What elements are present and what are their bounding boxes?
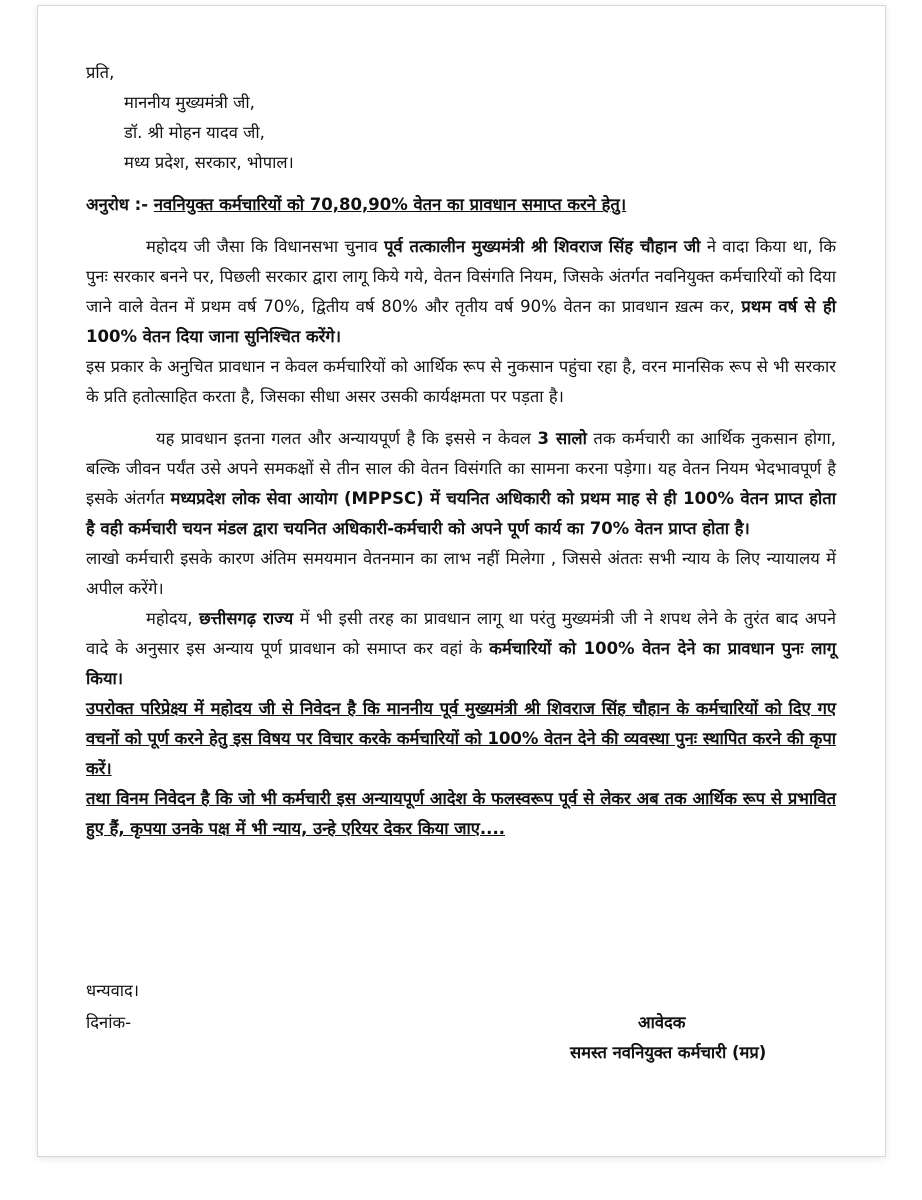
recipient-name: डॉ. श्री मोहन यादव जी, (124, 123, 265, 142)
p1-mid: ने वादा किया था, कि पुनः सरकार बनने पर, पिछली सरकार द्वारा लागू किये गये, वेतन विसंगति नियम, जिसके अंतर्गत नवनियुक्त कर्मचारियों को दिया जाने वाले वेतन में प्रथम वर्ष 70%, द्वितीय वर्ष 80% और तृतीय वर्ष 90% वेतन का प्रावधान ख़त्म कर, (86, 237, 836, 316)
signature-block (86, 1008, 836, 1062)
p5-bold-2: कर्मचारियों को 100% वेतन देने का प्रावधान पुनः लागू किया। (86, 639, 836, 688)
paragraph-1 (86, 232, 836, 352)
date-label: दिनांक- (86, 1013, 132, 1032)
p3-bold-2: मध्यप्रदेश लोक सेवा आयोग (MPPSC) में चयनित अधिकारी को प्रथम माह से ही 100% वेतन प्राप्त होता है वही कर्मचारी चयन मंडल द्वारा चयनित अधिकारी-कर्मचारी को अपने पूर्ण कार्य का 70% वेतन प्राप्त होता है। (86, 489, 836, 538)
paragraph-3 (86, 424, 836, 544)
letter-body (86, 58, 836, 844)
applicant-label: आवेदक (638, 1013, 686, 1032)
p5-mid: में भी इसी तरह का प्रावधान लागू था परंतु मुख्यमंत्री जी ने शपथ लेने के तुरंत बाद अपने वादे के अनुसार इस अन्याय पूर्ण प्रावधान को समाप्त कर वहां के (86, 609, 837, 658)
thanks-text: धन्यवाद। (86, 981, 140, 1000)
paragraph-2: इस प्रकार के अनुचित प्रावधान न केवल कर्मचारियों को आर्थिक रूप से नुकसान पहुंचा रहा है, वरन मानसिक रूप से भी सरकार के प्रति हतोत्साहित करता है, जिसका सीधा असर उसकी कार्यक्षमता पर पड़ता है। (86, 357, 836, 406)
subject-line (86, 190, 836, 220)
p3-bold-1: 3 सालो (537, 429, 587, 448)
signer-name: समस्त नवनियुक्त कर्मचारी (मप्र) (570, 1043, 767, 1062)
subject-text: नवनियुक्त कर्मचारियों को 70,80,90% वेतन का प्रावधान समाप्त करने हेतु। (153, 195, 627, 214)
subject-label: अनुरोध :- (86, 195, 154, 214)
p3-start: यह प्रावधान इतना गलत और अन्यायपूर्ण है कि इससे न केवल (156, 429, 538, 448)
paragraph-4: लाखो कर्मचारी इसके कारण अंतिम समयमान वेतनमान का लाभ नहीं मिलेगा , जिससे अंततः सभी न्याय के लिए न्यायालय में अपील करेंगे। (86, 549, 836, 598)
p1-start: महोदय जी जैसा कि विधानसभा चुनाव (146, 237, 385, 256)
recipient-title: माननीय मुख्यमंत्री जी, (124, 93, 255, 112)
paragraph-5 (86, 604, 836, 694)
paragraph-6-request: उपरोक्त परिप्रेक्ष्य में महोदय जी से निवेदन है कि माननीय पूर्व मुख्यमंत्री श्री शिवराज सिंह चौहान के कर्मचारियों को दिए गए वचनों को पूर्ण करने हेतु इस विषय पर विचार करके कर्मचारियों को 100% वेतन देने की व्यवस्था पुनः स्थापित करने की कृपा करें। (86, 699, 836, 778)
p3-mid: तक कर्मचारी का आर्थिक नुकसान होगा, बल्कि जीवन पर्यंत उसे अपने समकक्षों से तीन साल की वेतन विसंगति का सामना करना पड़ेगा। यह वेतन नियम भेदभावपूर्ण है इसके अंतर्गत (86, 429, 836, 508)
p5-bold-1: छत्तीसगढ़ राज्य (199, 609, 294, 628)
paragraph-7-request: तथा विनम निवेदन है कि जो भी कर्मचारी इस अन्यायपूर्ण आदेश के फलस्वरूप पूर्व से लेकर अब तक आर्थिक रूप से प्रभावित हुए हैं, कृपया उनके पक्ष में भी न्याय, उन्हे एरियर देकर किया जाए.... (86, 789, 836, 838)
p5-start: महोदय, (146, 609, 200, 628)
p1-bold-2: प्रथम वर्ष से ही 100% वेतन दिया जाना सुनिश्चित करेंगे। (86, 297, 836, 346)
recipient-location: मध्य प्रदेश, सरकार, भोपाल। (124, 153, 294, 172)
salutation-to: प्रति, (86, 63, 115, 82)
date-row (86, 1008, 836, 1062)
p1-bold-1: पूर्व तत्कालीन मुख्यमंत्री श्री शिवराज सिंह चौहान जी (384, 237, 701, 256)
